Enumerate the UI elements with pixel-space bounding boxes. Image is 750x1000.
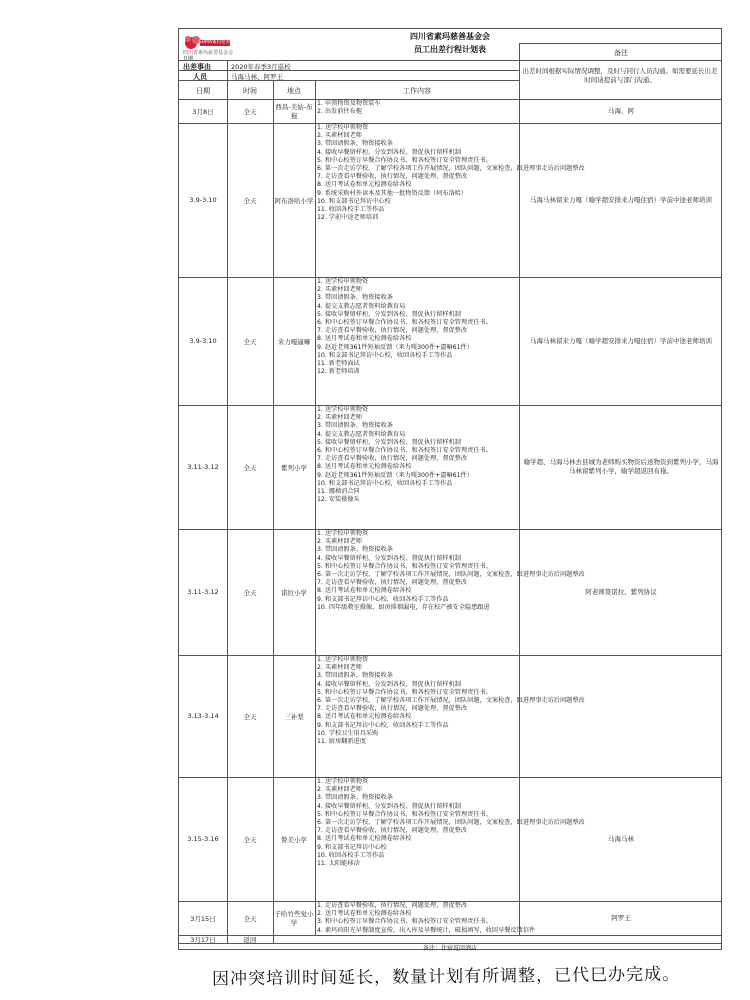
divider (179, 60, 721, 61)
content-line: 5. 接收早餐留样柜，分发到各校，督促执行留样机制 (317, 438, 461, 446)
content-line: 8. 送月考试卷和单元检测卷给各校 (317, 835, 412, 843)
col-content: 工作内容 (403, 87, 431, 95)
row-note: 马海马林 (608, 834, 634, 843)
row-time: 全天 (243, 463, 257, 472)
row-time: 全天 (243, 835, 257, 844)
content-line: 7. 走访查看早餐验收，执行情况，问题处理，督促整改 (317, 455, 468, 463)
row-note: 喻学超、马海马林去县城为老师购买物资后送物资到紫列小学，马海马林留紫列小学，喻学超返回布拖。 (523, 458, 719, 475)
content-line: 6. 第一次走访学校，了解学校各项工作开展情况，团队问题，文案检查，跟进理事走访后问题整改 (317, 165, 585, 173)
content-line: 8. 送月考试卷和单元检测卷给各校 (317, 587, 412, 595)
reason-label: 出差事由 (183, 63, 211, 71)
row-place: 阿布洛哈小学 (274, 196, 314, 205)
row-date: 3.9-3.10 (189, 337, 217, 345)
row-place: 来力嘎逼嘛 (277, 337, 311, 346)
row-content (315, 99, 519, 123)
content-line: 12. 安装摄像头 (317, 496, 360, 504)
divider (179, 80, 519, 81)
content-line: 2. 买素材回老师 (317, 286, 362, 294)
row-date: 3.11-3.12 (187, 588, 219, 596)
content-line: 11. 太阳能移动 (317, 860, 360, 868)
col-divider (227, 80, 228, 944)
content-line: 6. 第一次走访学校，了解学校各项工作开展情况，团队问题，文案检查，跟进理事走访后问题整改 (317, 697, 585, 705)
row-date: 3.13-3.14 (187, 712, 219, 720)
people-value: 马海马林、阿罗王 (231, 73, 283, 81)
row-note: 阿老师签诺拉、紫列协议 (585, 587, 657, 596)
plan-title: 员工出差行程计划表 (414, 44, 486, 54)
row-date: 3月15日 (190, 914, 216, 923)
content-line: 9. 赵近老师361件短袖反馈（来力嘎300件+逼嘛61件） (317, 471, 473, 479)
row-time: 全天 (243, 196, 257, 205)
col-divider (273, 80, 274, 944)
content-line: 6. 和中心校签订早餐合作协议书，和各校签订安全管理责任书。 (317, 447, 492, 455)
content-line: 1. 送学校申领物资 (317, 530, 369, 537)
row-time: 全天 (243, 588, 257, 597)
content-line: 11. 收回各校手工等作品 (317, 206, 385, 214)
row-place: 赞美小学 (281, 835, 307, 844)
content-line: 3. 带回请假条、物资接收条 (317, 140, 393, 148)
content-line: 10. 和支部书记拜访中心校，收回各校手工等作品 (317, 479, 453, 487)
content-line: 4. 接收早餐留样柜，分发到各校，督促执行留样机制 (317, 148, 461, 156)
content-line: 8. 送月考试卷和单元检测卷给各校 (317, 463, 412, 471)
content-line: 9. 和支部书记拜访中心校 (317, 843, 387, 851)
divider (179, 70, 519, 71)
col-place: 地点 (287, 87, 301, 95)
reason-value: 2020年春季3月巡校 (231, 63, 291, 71)
content-line: 5. 接收早餐留样柜，分发到各校，督促执行留样机制 (317, 310, 461, 318)
content-line: 1. 送学校申领物资 (317, 124, 369, 131)
notes-title: 备注 (614, 49, 628, 57)
content-line: 9. 和支部书记拜访中心校，收回各校手工等作品 (317, 595, 449, 603)
content-line: 7. 走访查看早餐验收，执行情况，问题处理，督促整改 (317, 173, 468, 181)
row-time: 全天 (243, 914, 257, 923)
content-line: 10. 学校卫生用具采购 (317, 729, 379, 737)
row-content (315, 123, 585, 277)
content-line: 4. 接收早餐留样柜，分发到各校，督促执行留样机制 (317, 554, 461, 562)
row-time: 全天 (243, 337, 257, 346)
content-line: 3. 带回请假条、物资接收条 (317, 294, 393, 302)
row-place: 紫列小学 (281, 463, 307, 472)
content-line: 11. 新老师面试 (317, 360, 360, 368)
col-date: 日期 (196, 87, 210, 95)
content-line: 11. 厨房翻新进度 (317, 738, 366, 746)
plan-sheet (178, 28, 722, 950)
content-line: 10. 和支部书记拜访中心校，收回各校手工等作品 (317, 351, 453, 359)
col-divider (519, 80, 520, 935)
content-line: 2. 买素材回老师 (317, 664, 362, 672)
content-line: 4. 提交支教志愿者资料给教育局 (317, 302, 406, 310)
content-line: 2. 出发前往布拖 (317, 108, 362, 116)
content-line: 5. 和中心校签订早餐合作协议书，和各校签订安全管理责任书。 (317, 688, 492, 696)
row-content (315, 277, 519, 405)
content-line: 3. 带回请假条、物资接收条 (317, 422, 393, 430)
content-line: 2. 买素材回老师 (317, 132, 362, 140)
col-time: 时间 (243, 87, 257, 95)
content-line: 7. 走访查看早餐验收，执行情况，问题处理，督促整改 (317, 827, 468, 835)
logo-subtext: 四川省素玛慈善基金会 (183, 50, 234, 56)
row-date: 3.9-3.10 (189, 196, 217, 204)
row-content (315, 901, 536, 935)
row-time: 全天 (243, 712, 257, 721)
content-line: 2. 买素材回老师 (317, 414, 362, 422)
row-content (315, 405, 519, 529)
content-line: 9. 系统采购村外读本及其他一批物资反馈（阿布洛哈） (317, 189, 468, 197)
row-date: 3月8日 (192, 107, 214, 116)
content-line: 5. 和中心校签订早餐合作协议书，和各校签订安全管理责任书。 (317, 562, 492, 570)
row-place: 三补梨 (284, 712, 304, 721)
row-place: 子哈竹些觉小学 (274, 910, 314, 927)
row-date: 3.15-3.16 (187, 835, 219, 843)
content-line: 1. 送学校申领物资 (317, 406, 369, 413)
content-line: 4. 接收早餐留样柜，分发到各校，督促执行留样机制 (317, 802, 461, 810)
row-place: 西昌-美姑-布拖 (275, 103, 313, 120)
content-line: 1. 走访查看早餐验收，执行情况，问题处理，督促整改 (317, 902, 468, 909)
content-line: 11. 挪梯消合同 (317, 488, 360, 496)
content-line: 6. 第一次走访学校，了解学校各项工作开展情况，团队问题，文案检查，跟进理事走访后问题整改 (317, 819, 585, 827)
footer-note: 备注：住宿返回酒店 (422, 945, 477, 952)
small-date-label: 日期 (183, 56, 194, 62)
row-note: 马海、阿 (608, 106, 634, 115)
content-line: 7. 走访查看早餐验收，执行情况，问题处理，督促整改 (317, 327, 468, 335)
content-line: 3. 带回请假条、物资接收条 (317, 794, 393, 802)
content-line: 1. 申领物资及物资装车 (317, 100, 381, 107)
row-place: 诺拉小学 (281, 588, 307, 597)
return-label: 返回 (243, 936, 257, 944)
content-line: 9. 赵近老师361件短袖反馈（来力嘎300件+逼嘛61件） (317, 343, 473, 351)
content-line: 8. 送月考试卷和单元检测卷给各校 (317, 335, 412, 343)
content-line: 2. 买素材回老师 (317, 786, 362, 794)
content-line: 10. 和支部书记拜访中心校 (317, 197, 391, 205)
content-line: 10. 四年级教室摄像，厨房排烟漏电，存在校产被安全隐患跟进 (317, 603, 490, 611)
content-line: 12. 学前中途老师培训 (317, 214, 379, 222)
content-line: 2. 买素材回老师 (317, 538, 362, 546)
content-line: 3. 带回请假条、物资接收条 (317, 546, 393, 554)
people-label: 人员 (193, 73, 207, 81)
content-line: 8. 送月考试卷和单元检测卷给各校 (317, 181, 412, 189)
row-content (315, 655, 585, 777)
content-line: 4. 素玛荷阳光早餐制度宣传，出入库及早餐统计，破损填写，收回早餐反馈信件 (317, 926, 536, 934)
content-line: 12. 新老师培训 (317, 368, 360, 376)
row-time: 全天 (243, 107, 257, 116)
row-date: 3.11-3.12 (187, 463, 219, 471)
row-note: 马海马林留来力嘎（喻学超安排来力嘎住宿）学前中途老师培训 (530, 195, 712, 204)
content-line: 5. 和中心校签订早餐合作协议书，和各校签订安全管理责任书。 (317, 810, 492, 818)
return-date: 3月17日 (190, 936, 216, 944)
content-line: 7. 走访查看早餐验收，执行情况，问题处理，督促整改 (317, 579, 468, 587)
divider (519, 43, 721, 44)
org-name: 四川省素玛慈善基金会 (410, 31, 490, 41)
col-divider (315, 80, 316, 935)
content-line: 10. 收回各校手工等作品 (317, 851, 385, 859)
content-line: 5. 和中心校签订早餐合作协议书，和各校签订安全管理责任书。 (317, 156, 492, 164)
notes-text: 出差时间根据实际情况调整，及时与同行人员沟通。如需要延长出差时间请提前与部门沟通。 (522, 67, 718, 84)
content-line: 1. 送学校申领物资 (317, 278, 369, 285)
content-line: 6. 第一次走访学校，了解学校各项工作开展情况，团队问题，文案检查，跟进理事走访后问题整改 (317, 571, 585, 579)
content-line: 4. 接收早餐留样柜，分发到各校，督促执行留样机制 (317, 680, 461, 688)
content-line: 1. 送学校申领物资 (317, 778, 369, 785)
row-note: 马海马林留来力嘎（喻学超安排来力嘎住宿）学前中途老师培训 (530, 336, 712, 345)
content-line: 7. 走访查看早餐验收，执行情况，问题处理，督促整改 (317, 705, 468, 713)
row-note: 阿罗王 (611, 913, 631, 922)
handwritten-remark: 因冲突培训时间延长，数量计划有所调整，已代巳办完成。 (211, 964, 681, 990)
content-line: 3. 和中心校签订早餐合作协议书，和各校签订安全管理责任书。 (317, 918, 492, 926)
content-line: 4. 提交支教志愿者资料给教育局 (317, 430, 406, 438)
content-line: 8. 送月考试卷和单元检测卷给各校 (317, 713, 412, 721)
row-note (519, 655, 723, 777)
row-content (315, 777, 585, 901)
content-line: 1. 送学校申领物资 (317, 656, 369, 663)
logo-text: SUMA素玛慈善 (199, 40, 231, 45)
content-line: 6. 和中心校签订早餐合作协议书，和各校签订安全管理责任书。 (317, 319, 492, 327)
content-line: 3. 带回请假条、物资接收条 (317, 672, 393, 680)
divider (227, 60, 228, 80)
content-line: 2. 送月考试卷和单元检测卷给各校 (317, 910, 412, 918)
row-content (315, 529, 585, 655)
content-line: 9. 和支部书记拜访中心校，收回各校手工等作品 (317, 721, 449, 729)
